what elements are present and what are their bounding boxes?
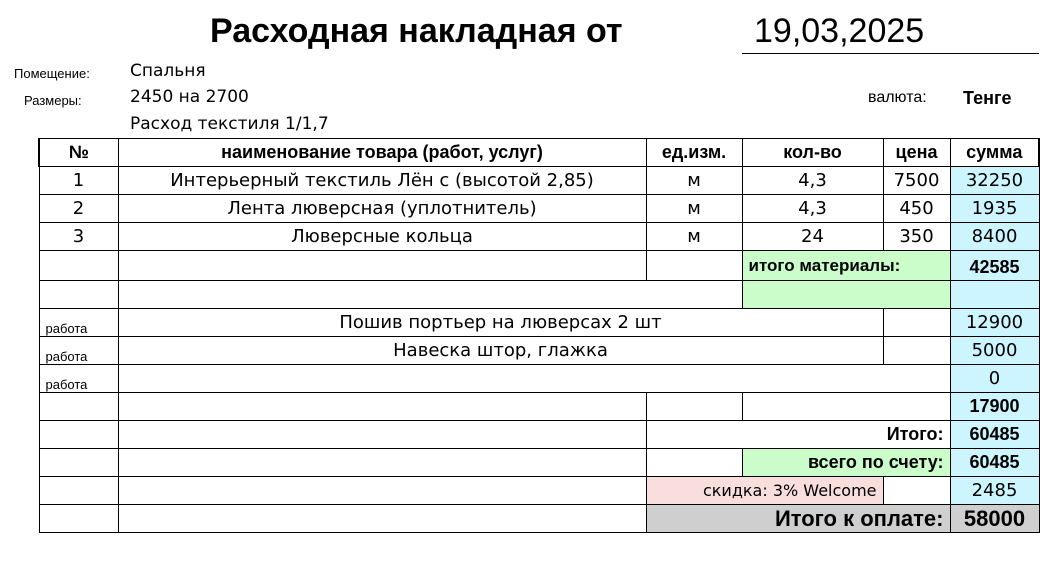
empty-cell [646, 251, 742, 281]
work-sum: 12900 [950, 309, 1039, 337]
row-qty: 4,3 [742, 167, 883, 195]
room-value: Спальня [130, 61, 206, 81]
table-row [39, 309, 1039, 337]
empty-cell [950, 281, 1039, 309]
size-value: 2450 на 2700 [130, 87, 249, 107]
row-name: Интерьерный текстиль Лён с (высотой 2,85) [118, 167, 646, 195]
col-name-header: наименование товара (работ, услуг) [118, 139, 646, 167]
empty-cell [742, 281, 950, 309]
row-number: 2 [39, 195, 118, 223]
empty-cell [118, 421, 646, 449]
work-name [118, 365, 950, 393]
empty-cell [118, 393, 646, 421]
row-qty: 4,3 [742, 195, 883, 223]
empty-cell [883, 477, 950, 505]
row-unit: м [646, 167, 742, 195]
textile-consumption: Расход текстиля 1/1,7 [130, 114, 329, 134]
work-name: Пошив портьер на люверсах 2 шт [118, 309, 883, 337]
invoice-total-row [39, 449, 1039, 477]
invoice-table [38, 138, 1040, 533]
empty-cell [646, 449, 742, 477]
col-sum-header: сумма [950, 139, 1039, 167]
discount-label: скидка: 3% Welcome [646, 477, 883, 505]
row-price: 450 [883, 195, 950, 223]
empty-cell [118, 251, 646, 281]
col-price-header: цена [883, 139, 950, 167]
table-row [39, 281, 1039, 309]
row-price: 7500 [883, 167, 950, 195]
row-qty: 24 [742, 223, 883, 251]
invoice-total-value: 60485 [950, 449, 1039, 477]
work-name: Навеска штор, глажка [118, 337, 883, 365]
materials-total-value: 42585 [950, 251, 1039, 281]
empty-cell [742, 393, 950, 421]
col-number-header: № [39, 139, 118, 167]
row-number: 1 [39, 167, 118, 195]
materials-total-row [39, 251, 1039, 281]
empty-cell [39, 421, 118, 449]
date-underline [742, 53, 1039, 54]
row-sum: 1935 [950, 195, 1039, 223]
empty-cell [39, 251, 118, 281]
row-unit: м [646, 223, 742, 251]
row-unit: м [646, 195, 742, 223]
empty-cell [39, 477, 118, 505]
grand-total-label: Итого: [646, 421, 950, 449]
empty-cell [883, 309, 950, 337]
table-row [39, 195, 1039, 223]
materials-total-label: итого материалы: [742, 251, 950, 281]
col-unit-header: ед.изм. [646, 139, 742, 167]
empty-cell [39, 449, 118, 477]
currency-label: валюта: [868, 89, 927, 106]
payment-total-label: Итого к оплате: [646, 505, 950, 533]
empty-cell [883, 337, 950, 365]
empty-cell [118, 477, 646, 505]
row-number: 3 [39, 223, 118, 251]
row-price: 350 [883, 223, 950, 251]
empty-cell [118, 449, 646, 477]
currency-value: Тенге [963, 88, 1012, 108]
empty-cell [39, 393, 118, 421]
payment-total-value: 58000 [950, 505, 1039, 533]
row-sum: 32250 [950, 167, 1039, 195]
work-type: работа [39, 309, 118, 337]
room-label: Помещение: [14, 66, 90, 81]
payment-total-row [39, 505, 1039, 533]
table-row [39, 337, 1039, 365]
grand-total-value: 60485 [950, 421, 1039, 449]
table-row [39, 223, 1039, 251]
page-title: Расходная накладная от [210, 12, 623, 50]
row-name: Люверсные кольца [118, 223, 646, 251]
col-qty-header: кол-во [742, 139, 883, 167]
works-total-row [39, 393, 1039, 421]
empty-cell [39, 281, 118, 309]
work-type: работа [39, 365, 118, 393]
row-name: Лента люверсная (уплотнитель) [118, 195, 646, 223]
works-total-value: 17900 [950, 393, 1039, 421]
empty-cell [118, 281, 742, 309]
table-row [39, 365, 1039, 393]
row-sum: 8400 [950, 223, 1039, 251]
empty-cell [646, 393, 742, 421]
empty-cell [39, 505, 118, 533]
discount-row [39, 477, 1039, 505]
table-header [39, 139, 1039, 167]
work-sum: 0 [950, 365, 1039, 393]
grand-total-row [39, 421, 1039, 449]
invoice-date: 19,03,2025 [754, 12, 925, 50]
invoice-total-label: всего по счету: [742, 449, 950, 477]
empty-cell [118, 505, 646, 533]
size-label: Размеры: [24, 93, 82, 108]
discount-value: 2485 [950, 477, 1039, 505]
work-sum: 5000 [950, 337, 1039, 365]
work-type: работа [39, 337, 118, 365]
table-row [39, 167, 1039, 195]
